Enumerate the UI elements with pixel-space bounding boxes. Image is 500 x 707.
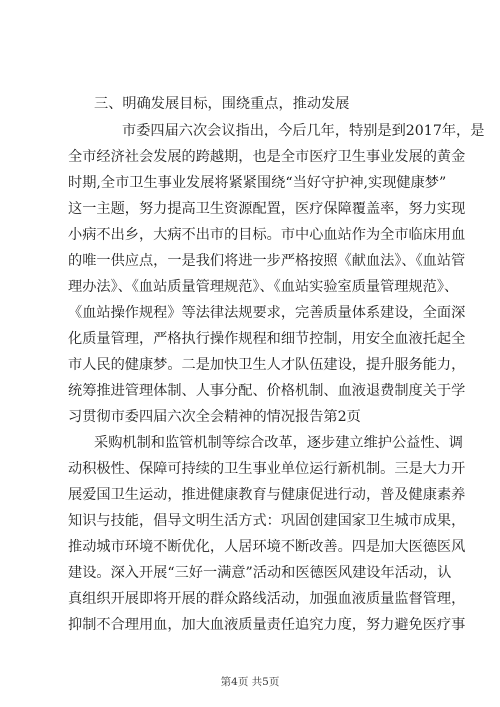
paragraph-line: 小病不出乡，大病不出市的目标。市中心血站作为全市临床用血 bbox=[68, 227, 466, 243]
paragraph-line: 化质量管理，严格执行操作规程和细节控制，用安全血液托起全 bbox=[68, 331, 466, 347]
paragraph-line: 展爱国卫生运动，推进健康教育与健康促进行动，普及健康素养 bbox=[68, 487, 466, 503]
paragraph-line: 推动城市环境不断优化，人居环境不断改善。四是加大医德医风 bbox=[68, 539, 466, 555]
paragraph-line: 这一主题，努力提高卫生资源配置，医疗保障覆盖率，努力实现 bbox=[68, 201, 466, 217]
paragraph-line: 统筹推进管理体制、人事分配、价格机制、血液退费制度关于学 bbox=[68, 383, 466, 399]
paragraph-line: 时期,全市卫生事业发展将紧紧围绕“当好守护神,实现健康梦” bbox=[68, 175, 447, 191]
paragraph-line: 市人民的健康梦。二是加快卫生人才队伍建设，提升服务能力， bbox=[68, 357, 466, 373]
paragraph-line: 建设。深入开展“三好一满意”活动和医德医风建设年活动，认 bbox=[68, 565, 452, 581]
section-heading: 三、明确发展目标，围绕重点，推动发展 bbox=[94, 96, 350, 112]
paragraph-line: 真组织开展即将开展的群众路线活动，加强血液质量监督管理， bbox=[68, 591, 466, 607]
paragraph-line: 抑制不合理用血，加大血液质量责任追究力度，努力避免医疗事 bbox=[68, 617, 466, 633]
paragraph-line: 市委四届六次会议指出，今后几年，特别是到2017年，是 bbox=[122, 123, 485, 139]
paragraph-line: 知识与技能，倡导文明生活方式：巩固创建国家卫生城市成果， bbox=[68, 513, 466, 529]
paragraph-line: 采购机制和监管机制等综合改革，逐步建立维护公益性、调 bbox=[94, 435, 463, 451]
paragraph-line: 的唯一供应点，一是我们将进一步严格按照《献血法》、《血站管 bbox=[68, 253, 466, 269]
paragraph-line: 《血站操作规程》等法律法规要求，完善质量体系建设，全面深 bbox=[68, 305, 466, 321]
paragraph-line: 习贯彻市委四届六次全会精神的情况报告第2页 bbox=[68, 409, 361, 425]
paragraph-line: 动积极性、保障可持续的卫生事业单位运行新机制。三是大力开 bbox=[68, 461, 466, 477]
page-number-footer: 第4页 共5页 bbox=[220, 676, 280, 688]
paragraph-line: 全市经济社会发展的跨越期，也是全市医疗卫生事业发展的黄金 bbox=[68, 149, 466, 165]
paragraph-line: 理办法》、《血站质量管理规范》、《血站实验室质量管理规范》、 bbox=[68, 279, 459, 295]
